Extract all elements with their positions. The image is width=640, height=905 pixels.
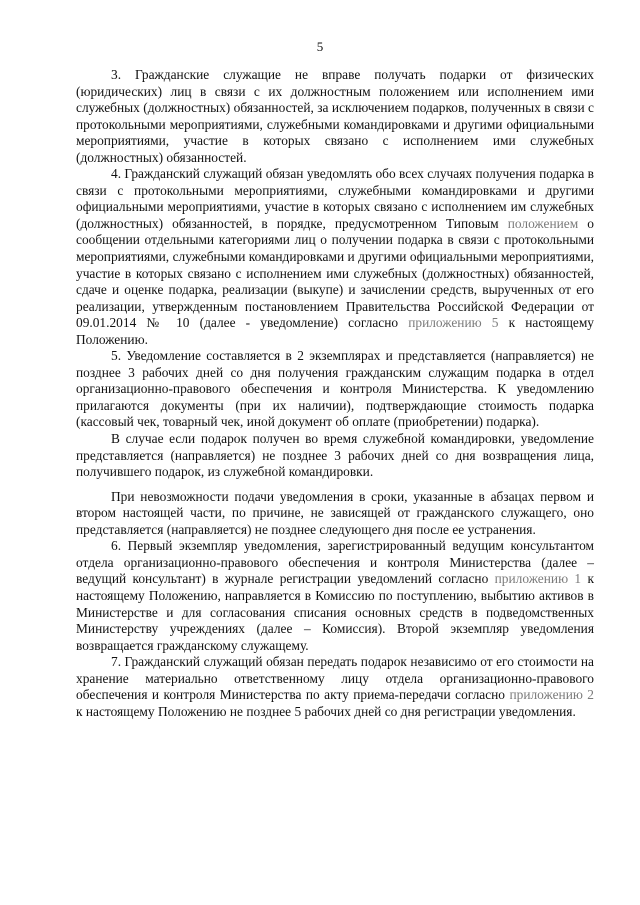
paragraph-6: [76, 538, 594, 654]
paragraph-3-text: 3. Гражданские служащие не вправе получать подарки от физических (юридических) лиц в связи с их должностным положением или исполнением ими служебных (должностных) обязанностей, за исключением подарков, полученных в связи с протокольными мероприятиями, служебными командировками и другими официальными мероприятиями, участие в которых связано с исполнением ими служебных (должностных) обязанностей.: [76, 67, 594, 165]
paragraph-3: [76, 67, 594, 166]
link-prilozheniyu-2[interactable]: приложению 2: [509, 687, 595, 703]
paragraph-4-text-c: к настоящему Положению.: [76, 315, 594, 347]
paragraph-5-komandirovka-text: В случае если подарок получен во время служебной командировки, уведомление представляется (направляется) не позднее 3 рабочих дней со дня возвращения лица, получившего подарок, из служебной командировки.: [76, 431, 594, 480]
link-polozheniem[interactable]: положением: [507, 215, 579, 231]
paragraph-4-text-a: 4. Гражданский служащий обязан уведомлять обо всех случаях получения подарка в связи с протокольными мероприятиями, служебными командировками и другими официальными мероприятиями, участие в которых связано с исполнением им служебных (должностных) обязанностей, в порядке, предусмотренном Типовым: [76, 166, 594, 231]
paragraph-5-nevozmozhnost-text: При невозможности подачи уведомления в сроки, указанные в абзацах первом и втором настоящей части, по причине, не зависящей от гражданского служащего, оно представляется (направляется) не позднее следующего дня после ее устранения.: [76, 488, 594, 537]
paragraph-7: [76, 654, 594, 720]
link-prilozheniyu-1[interactable]: приложению 1: [494, 571, 582, 587]
paragraph-7-text-a: 7. Гражданский служащий обязан передать подарок независимо от его стоимости на хранение материально ответственному лицу отдела организационно-правового обеспечения и контроля Министерства по акту приема-передачи согласно: [76, 654, 594, 703]
paragraph-6-text-b: к настоящему Положению, направляется в Комиссию по поступлению, выбытию активов в Министерстве и для согласования списания основных средств в подведомственных Министерству учреждениях (далее – Комиссия). Второй экземпляр уведомления возвращается гражданскому служащему.: [76, 571, 594, 653]
page-number: 5: [316, 39, 324, 54]
paragraph-4-text-b: о сообщении отдельными категориями лиц о получении подарка в связи с протокольными мероприятиями, служебными командировками и другими официальными мероприятиями, участие в которых связано с исполнением ими служебных (должностных) обязанностей, сдаче и оценке подарка, реализации (выкупе) и зачислении средств, вырученных от его реализации, утвержденным постановлением Правительства Российской Федерации от 09.01.2014 № 10 (далее - уведомление) согласно: [76, 215, 594, 331]
link-prilozheniyu-5[interactable]: приложению 5: [408, 315, 499, 331]
paragraph-4: [76, 166, 594, 348]
paragraph-5-nevozmozhnost: [76, 489, 594, 539]
document-body: [76, 67, 594, 720]
paragraph-5-komandirovka: [76, 431, 594, 481]
paragraph-5: [76, 348, 594, 431]
paragraph-6-text-a: 6. Первый экземпляр уведомления, зарегистрированный ведущим консультантом отдела организационно-правового обеспечения и контроля Министерства (далее – ведущий консультант) в журнале регистрации уведомлений согласно: [76, 538, 594, 587]
paragraph-7-text-b: к настоящему Положению не позднее 5 рабочих дней со дня регистрации уведомления.: [76, 703, 576, 719]
paragraph-5-text: 5. Уведомление составляется в 2 экземплярах и представляется (направляется) не позднее 3 рабочих дней со дня получения гражданским служащим подарка в отдел организационно-правового обеспечения и контроля Министерства. К уведомлению прилагаются документы (при их наличии), подтверждающие стоимость подарка (кассовый чек, товарный чек, иной документ об оплате (приобретении) подарка).: [76, 348, 594, 430]
